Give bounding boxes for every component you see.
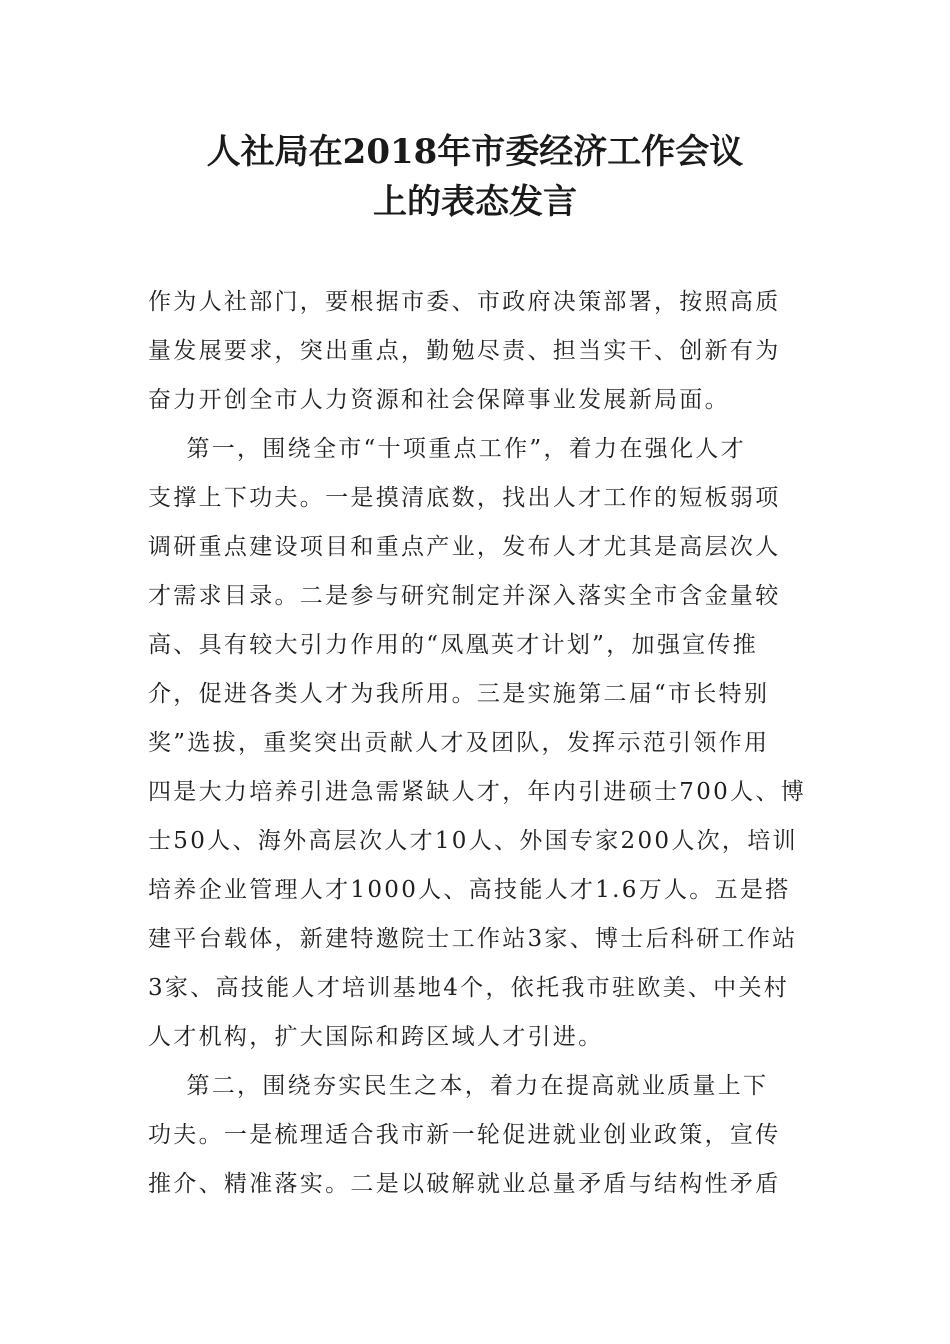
text-line: 建平台载体，新建特邀院士工作站3家、博士后科研工作站 [148,926,798,952]
text-line: 人才机构，扩大国际和跨区域人才引进。 [148,1024,604,1050]
text-line: 调研重点建设项目和重点产业，发布人才尤其是高层次人 [148,534,781,560]
text-line: 3家、高技能人才培训基地4个，依托我市驻欧美、中关村 [148,975,790,1001]
document-title-line-2: 上的表态发言 [373,182,577,222]
text-line: 作为人社部门，要根据市委、市政府决策部署，按照高质 [148,289,781,315]
text-line: 才需求目录。二是参与研究制定并深入落实全市含金量较 [148,583,781,609]
text-line: 支撑上下功夫。一是摸清底数，找出人才工作的短板弱项 [148,485,781,511]
text-line: 四是大力培养引进急需紧缺人才，年内引进硕士700人、博 [148,779,806,805]
text-line: 培养企业管理人才1000人、高技能人才1.6万人。五是搭 [148,877,791,903]
text-line: 功夫。一是梳理适合我市新一轮促进就业创业政策，宣传 [148,1122,781,1148]
text-line: 介，促进各类人才为我所用。三是实施第二届“市长特别 [148,681,770,707]
document-title-line-1: 人社局在2018年市委经济工作会议 [206,132,744,172]
text-line: 第二，围绕夯实民生之本，着力在提高就业质量上下 [148,1073,769,1099]
text-line: 高、具有较大引力作用的“凤凰英才计划”，加强宣传推 [148,632,759,658]
text-line: 奖”选拔，重奖突出贡献人才及团队，发挥示范引领作用 [148,730,770,756]
text-line: 士50人、海外高层次人才10人、外国专家200人次，培训 [148,828,798,854]
text-line: 推介、精准落实。二是以破解就业总量矛盾与结构性矛盾 [148,1171,781,1197]
text-line: 量发展要求，突出重点，勤勉尽责、担当实干、创新有为 [148,338,781,364]
text-line: 奋力开创全市人力资源和社会保障事业发展新局面。 [148,387,730,413]
text-line: 第一，围绕全市“十项重点工作”，着力在强化人才 [148,436,746,462]
document-body [148,278,808,1209]
